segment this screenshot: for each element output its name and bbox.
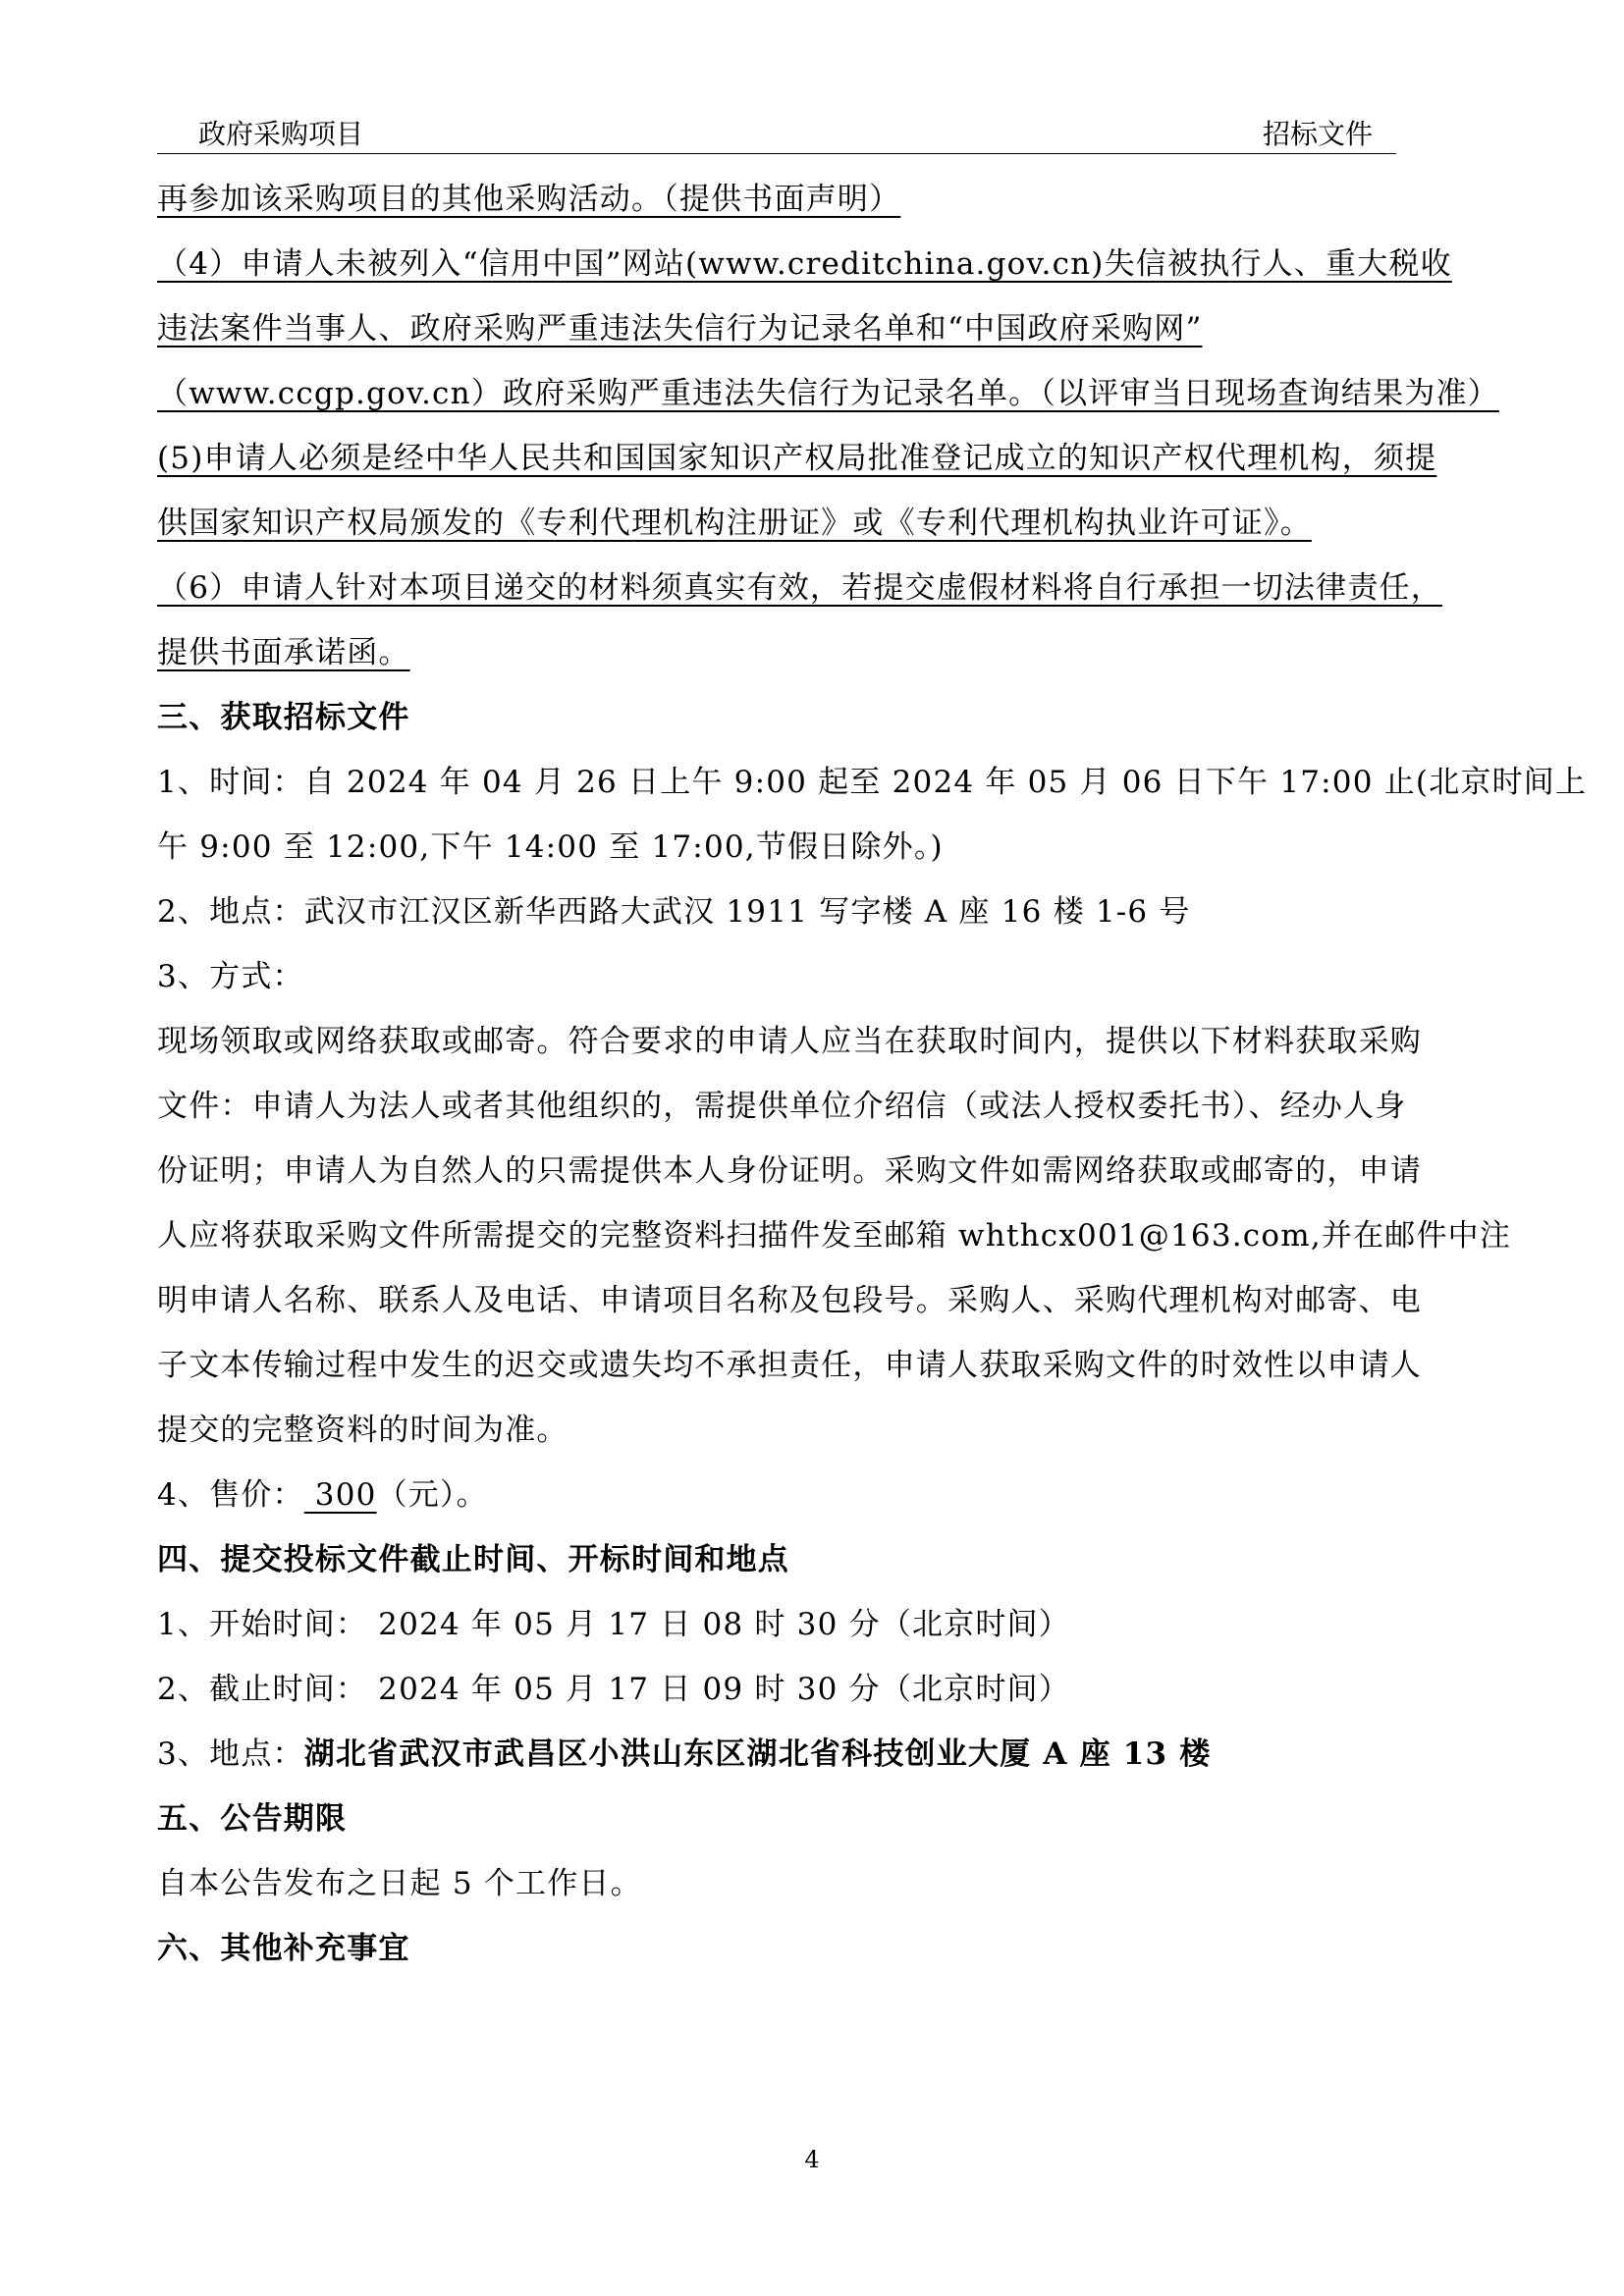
header-right: 招标文件	[1262, 118, 1373, 150]
eligibility-line: 提供书面承诺函。	[157, 635, 410, 670]
paragraph-line: 份证明；申请人为自然人的只需提供本人身份证明。采购文件如需网络获取或邮寄的，申请	[157, 1153, 1422, 1189]
paragraph-line: 3、方式：	[157, 959, 304, 994]
paragraph-line: 明申请人名称、联系人及电话、申请项目名称及包段号。采购人、采购代理机构对邮寄、电	[157, 1283, 1422, 1318]
page-number: 4	[804, 2146, 820, 2173]
eligibility-line: 再参加该采购项目的其他采购活动。（提供书面声明）	[157, 182, 901, 217]
paragraph-line: 2、地点：武汉市江汉区新华西路大武汉 1911 写字楼 A 座 16 楼 1-6 号	[157, 894, 1191, 930]
paragraph-line: 1、开始时间： 2024 年 05 月 17 日 08 时 30 分（北京时间）	[157, 1607, 1070, 1642]
eligibility-line: 违法案件当事人、政府采购严重违法失信行为记录名单和“中国政府采购网”	[157, 311, 1203, 347]
price-value: 300	[303, 1477, 377, 1513]
paragraph-line: 现场领取或网络获取或邮寄。符合要求的申请人应当在获取时间内，提供以下材料获取采购	[157, 1024, 1422, 1059]
document-body	[157, 167, 1588, 1981]
price-line	[157, 1463, 1478, 1527]
header-left: 政府采购项目	[198, 118, 364, 150]
paragraph-line: 人应将获取采购文件所需提交的完整资料扫描件发至邮箱 whthcx001@163.com,并在邮件中注	[157, 1218, 1512, 1254]
running-header	[157, 116, 1396, 154]
eligibility-line: （4）申请人未被列入“信用中国”网站(www.creditchina.gov.cn)失信被执行人、重大税收	[157, 246, 1452, 282]
place-line	[157, 1722, 1478, 1787]
price-label: 4、售价：	[157, 1477, 304, 1513]
eligibility-line: （www.ccgp.gov.cn）政府采购严重违法失信行为记录名单。（以评审当日现场查询结果为准）	[157, 376, 1499, 411]
price-unit: （元）。	[376, 1477, 488, 1513]
place-value: 湖北省武汉市武昌区小洪山东区湖北省科技创业大厦 A 座 13 楼	[303, 1736, 1212, 1772]
eligibility-line: （6）申请人针对本项目递交的材料须真实有效，若提交虚假材料将自行承担一切法律责任，	[157, 570, 1442, 606]
section-heading: 三、获取招标文件	[157, 700, 410, 735]
eligibility-line: (5)申请人必须是经中华人民共和国国家知识产权局批准登记成立的知识产权代理机构，须提	[157, 441, 1437, 476]
eligibility-line: 供国家知识产权局颁发的《专利代理机构注册证》或《专利代理机构执业许可证》。	[157, 506, 1312, 541]
section-heading: 五、公告期限	[157, 1801, 348, 1837]
paragraph-line: 午 9:00 至 12:00,下午 14:00 至 17:00,节假日除外。)	[157, 829, 944, 865]
paragraph-line: 提交的完整资料的时间为准。	[157, 1413, 568, 1448]
section-heading: 六、其他补充事宜	[157, 1931, 410, 1966]
paragraph-line: 文件：申请人为法人或者其他组织的，需提供单位介绍信（或法人授权委托书）、经办人身	[157, 1089, 1407, 1124]
place-label: 3、地点：	[157, 1736, 304, 1772]
paragraph-line: 自本公告发布之日起 5 个工作日。	[157, 1866, 642, 1901]
paragraph-line: 1、时间：自 2024 年 04 月 26 日上午 9:00 起至 2024 年 05 月 06 日下午 17:00 止(北京时间上	[157, 765, 1588, 800]
section-heading: 四、提交投标文件截止时间、开标时间和地点	[157, 1542, 789, 1577]
paragraph-line: 子文本传输过程中发生的迟交或遗失均不承担责任，申请人获取采购文件的时效性以申请人	[157, 1348, 1422, 1383]
paragraph-line: 2、截止时间： 2024 年 05 月 17 日 09 时 30 分（北京时间）	[157, 1672, 1070, 1707]
